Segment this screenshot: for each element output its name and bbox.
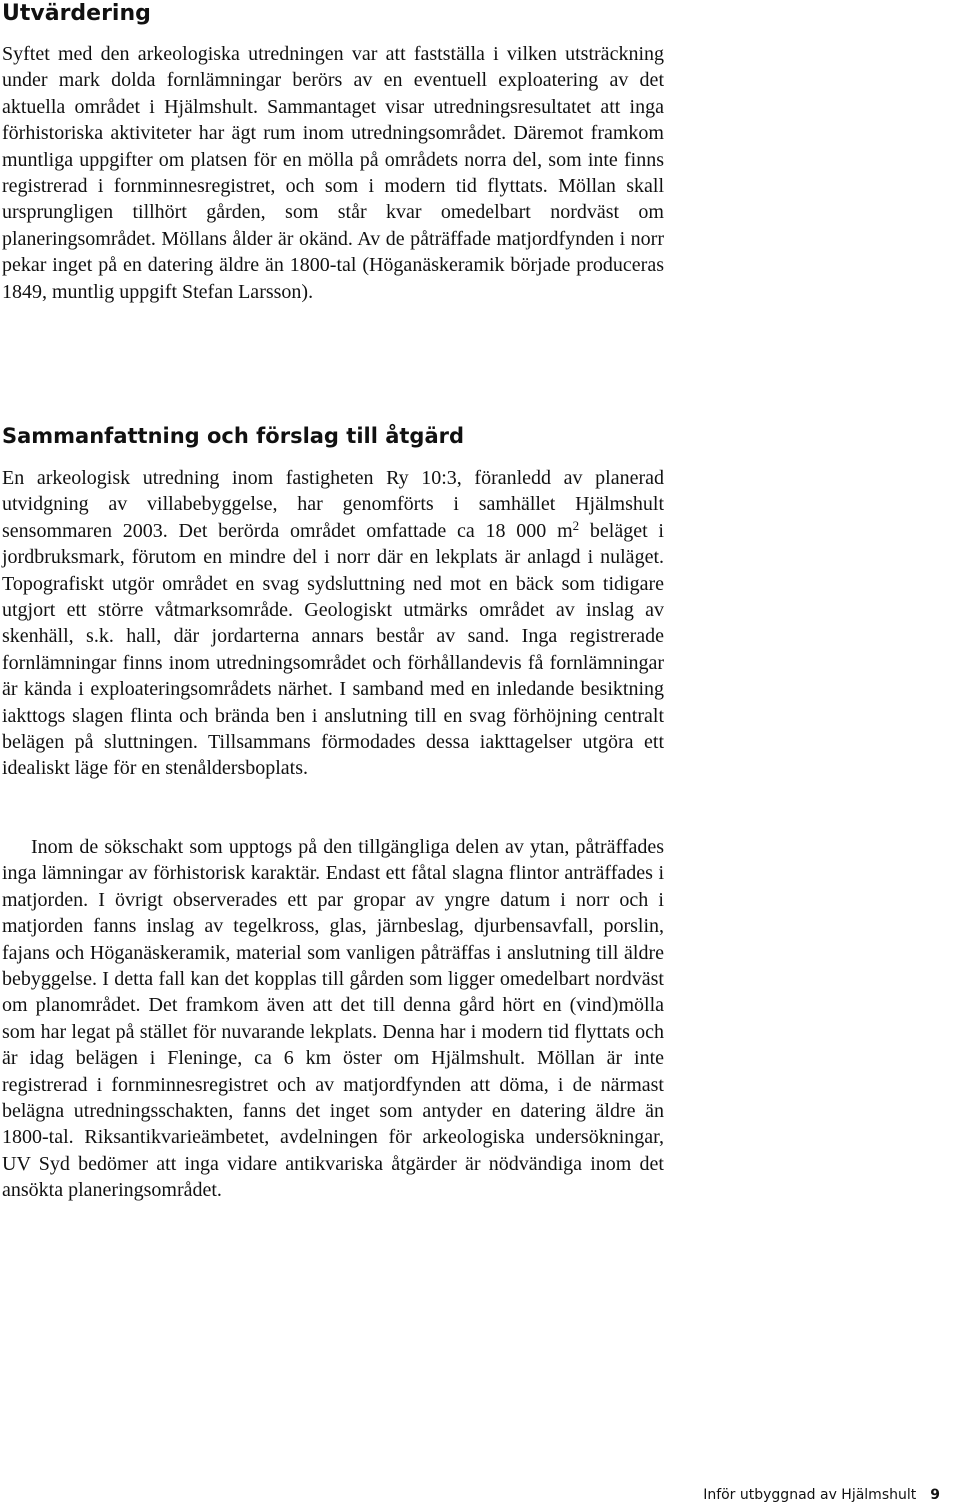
superscript-square-meter: 2 xyxy=(572,517,580,533)
paragraph-utvardering: Syftet med den arkeologiska utredningen var att fastställa i vilken utsträckning under mark dolda fornlämningar berörs av en eventuell exploatering av det aktuella området i Hjälmshult. Sammantaget visar utredningsresultatet att inga förhistoriska aktiviteter har ägt rum inom utredningsområdet. Däremot framkom muntliga uppgifter om platsen för en mölla på områdets norra del, som inte finns registrerad i fornminnesregistret, och som i modern tid flyttats. Möllan skall ursprungligen tillhört gården, som står kvar omedelbart nordväst om planeringsområdet. Möllans ålder är okänd. Av de påträffade matjordfynden i norr pekar inget på en datering äldre än 1800-tal (Höganäskeramik började produceras 1849, muntlig uppgift Stefan Larsson). xyxy=(2,43,664,303)
paragraph-text-before-superscript: En arkeologisk utredning inom fastigheten Ry 10:3, föranledd av planerad utvidgning av villabebyggelse, har genomförts i samhället Hjälmshult sensommaren 2003. Det berörda området omfattade ca 18 000 m xyxy=(2,467,664,542)
page-footer xyxy=(703,1486,940,1504)
footer-document-title: Inför utbyggnad av Hjälmshult xyxy=(703,1487,917,1503)
paragraph-sammanfattning-1 xyxy=(2,465,664,782)
section-heading-utvardering: Utvärdering xyxy=(2,1,151,26)
section-heading-sammanfattning: Sammanfattning och förslag till åtgärd xyxy=(2,424,465,448)
paragraph-sammanfattning-2: Inom de sökschakt som upptogs på den tillgängliga delen av ytan, påträffades inga lämningar av förhistorisk karaktär. Endast ett fåtal slagna flintor anträffades i matjorden. I övrigt observerades ett par gropar av yngre datum i norr och i matjorden fanns inslag av tegelkross, glas, järnbeslag, djurbensavfall, porslin, fajans och Höganäskeramik, material som vanligen påträffas i anslutning till äldre bebyggelse. I detta fall kan det kopplas till gården som ligger omedelbart nordväst om planområdet. Det framkom även att det till denna gård hört en (vind)mölla som har legat på stället för nuvarande lekplats. Denna har i modern tid flyttats och är idag belägen i Fleninge, ca 6 km öster om Hjälmshult. Möllan är inte registrerad i fornminnesregistret och av matjordfynden att döma, i de närmast belägna utredningsschakten, fanns det inget som antyder en datering äldre än 1800-tal. Riksantikvarieämbetet, avdelningen för arkeologiska undersökningar, UV Syd bedömer att inga vidare antikvariska åtgärder är nödvändiga inom det ansökta planeringsområdet. xyxy=(2,836,664,1202)
paragraph-text-after-superscript: beläget i jordbruksmark, förutom en mindre del i norr där en lekplats är anlagd i nuläget. Topografiskt utgör området en svag sydsluttning ned mot en bäck som tidigare utgjort ett större våtmarksområde. Geologiskt utmärks området av inslag av skenhäll, s.k. hall, där jordarterna annars består av sand. Inga registrerade fornlämningar finns inom utredningsområdet och förhållandevis få fornlämningar är kända i exploateringsområdets närhet. I samband med en inledande besiktning iakttogs slagen flinta och brända ben i anslutning till en svag förhöjning centralt belägen på sluttningen. Tillsammans förmodades dessa iakttagelser utgöra ett idealiskt läge för en stenåldersboplats. xyxy=(2,519,664,780)
footer-page-number: 9 xyxy=(930,1487,940,1503)
